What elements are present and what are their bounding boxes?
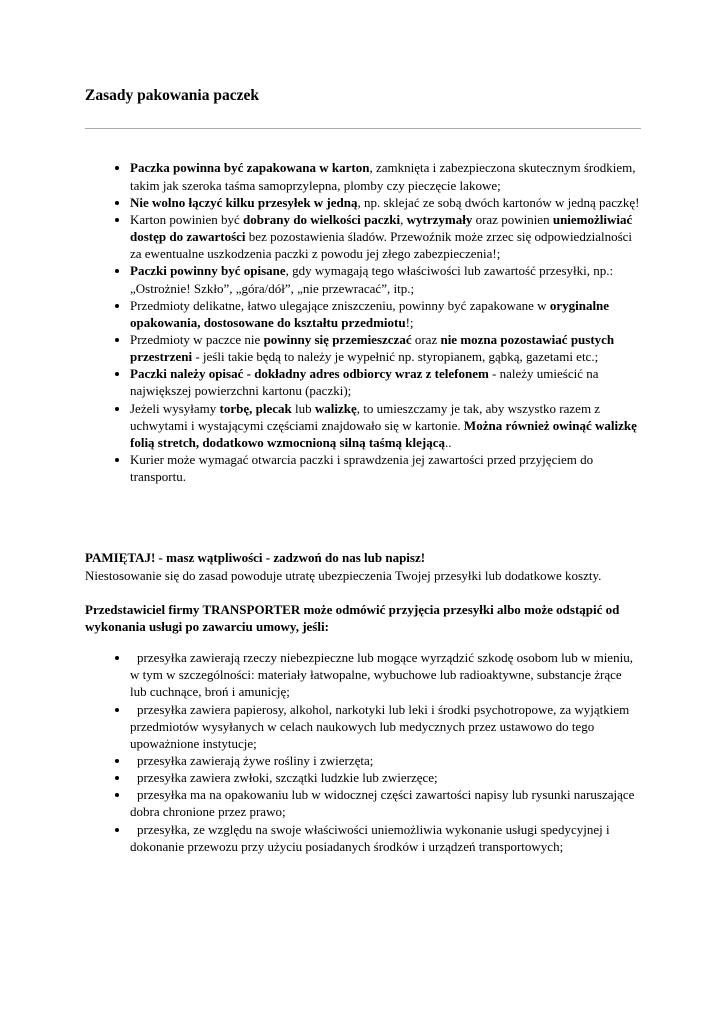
refusal-list-item: • przesyłka, ze względu na swoje właściwości uniemożliwia wykonanie usługi spedycyjnej i dokonanie przewozu przy użyciu posiadanych środków i urządzeń transportowych; — [130, 821, 641, 855]
rule-text-bold: walizkę — [314, 400, 357, 416]
refusal-list-item: • przesyłka zawierają żywe rośliny i zwierzęta; — [130, 752, 641, 769]
rule-text: oraz — [411, 332, 441, 348]
rule-text: , — [400, 211, 407, 227]
rules-list-item — [130, 331, 641, 365]
rule-text-bold: powinny się przemieszczać — [263, 332, 412, 348]
rule-text: Przedmioty delikatne, łatwo ulegające zniszczeniu, powinny być zapakowane w — [130, 297, 550, 313]
rule-text-bold: uniemożliwiać dostęp do zawartości — [130, 211, 633, 245]
page-title: Zasady pakowania paczek — [85, 87, 259, 104]
rule-text-bold: Paczki należy opisać - dokładny adres odbiorcy wraz z telefonem — [130, 366, 489, 382]
rule-text: lub — [291, 400, 315, 416]
rules-list-item — [130, 297, 641, 331]
refusal-heading: Przedstawiciel firmy TRANSPORTER może odmówić przyjęcia przesyłki albo może odstąpić od wykonania usługi po zawarciu umowy, jeśli: — [85, 601, 620, 634]
rules-list-item — [130, 194, 641, 211]
rule-text-bold: Można również owinąć walizkę folią stretch, dodatkowo wzmocnioną silną taśmą klejącą — [130, 417, 637, 450]
rules-list — [85, 159, 641, 485]
reminder-body: Niestosowanie się do zasad powoduje utratę ubezpieczenia Twojej przesyłki lub dodatkowe koszty. — [85, 567, 602, 583]
rules-list-item — [130, 451, 641, 485]
rule-text: Karton powinien być — [130, 211, 244, 227]
rule-text: , to umieszczamy je tak, aby wszystko razem z uchwytami i wystającymi częściami znajdowało się w kartonie. — [130, 400, 601, 433]
rule-text: bez pozostawienia śladów. Przewoźnik może zrzec się odpowiedzialności za ewentualne uszkodzenia paczki z powodu jej złego zabezpieczenia!; — [130, 229, 633, 262]
reminder-heading: PAMIĘTAJ! - masz wątpliwości - zadzwoń do nas lub napisz! — [85, 550, 426, 566]
rule-text: !; — [405, 314, 414, 330]
rule-text: oraz powinien — [472, 211, 553, 227]
refusal-list-item: • przesyłka zawiera papierosy, alkohol, narkotyki lub leki i środki psychotropowe, za wyjątkiem przedmiotów wysyłanych w celach naukowych lub medycznych przez ustawowo do tego upoważnione instytucje; — [130, 701, 641, 752]
rule-text: - należy umieścić na największej powierzchni kartonu (paczki); — [130, 366, 599, 399]
rule-text-bold: nie mozna pozostawiać pustych przestrzeni — [130, 332, 615, 365]
refusal-list-item: • przesyłka zawiera zwłoki, szczątki ludzkie lub zwierzęce; — [130, 769, 641, 786]
rules-list-item — [130, 262, 641, 296]
refusal-list-item: • przesyłka ma na opakowaniu lub w widocznej części zawartości napisy lub rysunki naruszające dobra chronione przez prawo; — [130, 786, 641, 820]
rules-list-item — [130, 365, 641, 399]
rule-text: , zamknięta i zabezpieczona skutecznym środkiem, takim jak szeroka taśma samoprzylepna, plomby czy pieczęcie lakowe; — [130, 160, 636, 193]
rule-text: Przedmioty w paczce nie — [130, 332, 264, 348]
rule-text-bold: torbę, plecak — [219, 400, 292, 416]
rule-text-bold: dobrany do wielkości paczki — [243, 211, 401, 227]
rule-text-bold: Nie wolno łączyć kilku przesyłek w jedną — [130, 194, 358, 210]
rule-text: - jeśli takie będą to należy je wypełnić np. styropianem, gąbką, gazetami etc.; — [192, 349, 599, 365]
rule-text: , np. sklejać ze sobą dwóch kartonów w jedną paczkę! — [357, 194, 640, 210]
rule-text-bold: oryginalne opakowania, dostosowane do kształtu przedmiotu — [130, 297, 610, 330]
rule-text: Kurier może wymagać otwarcia paczki i sprawdzenia jej zawartości przed przyjęciem do transportu. — [130, 452, 594, 485]
refusal-list-item: • przesyłka zawierają rzeczy niebezpieczne lub mogące wyrządzić szkodę osobom lub w mieniu, w tym w szczególności: materiały łatwopalne, wybuchowe lub radioaktywne, substancje żrące lub cuchnące, broń i amunicję; — [130, 649, 641, 700]
rule-text-bold: Paczka powinna być zapakowana w karton — [130, 160, 370, 176]
rules-list-item — [130, 400, 641, 451]
rule-text: , gdy wymagają tego właściwości lub zawartość przesyłki, np.: „Ostrożnie! Szkło”, „góra/dół”, „nie przewracać”, itp.; — [130, 263, 614, 296]
refusal-list — [85, 649, 641, 855]
title-divider — [85, 128, 641, 129]
rule-text-bold: wytrzymały — [406, 211, 473, 227]
rule-text: Jeżeli wysyłamy — [130, 400, 220, 416]
rules-list-item — [130, 159, 641, 193]
rule-text: .. — [445, 434, 452, 450]
rules-list-item — [130, 211, 641, 262]
rule-text-bold: Paczki powinny być opisane — [130, 263, 286, 279]
